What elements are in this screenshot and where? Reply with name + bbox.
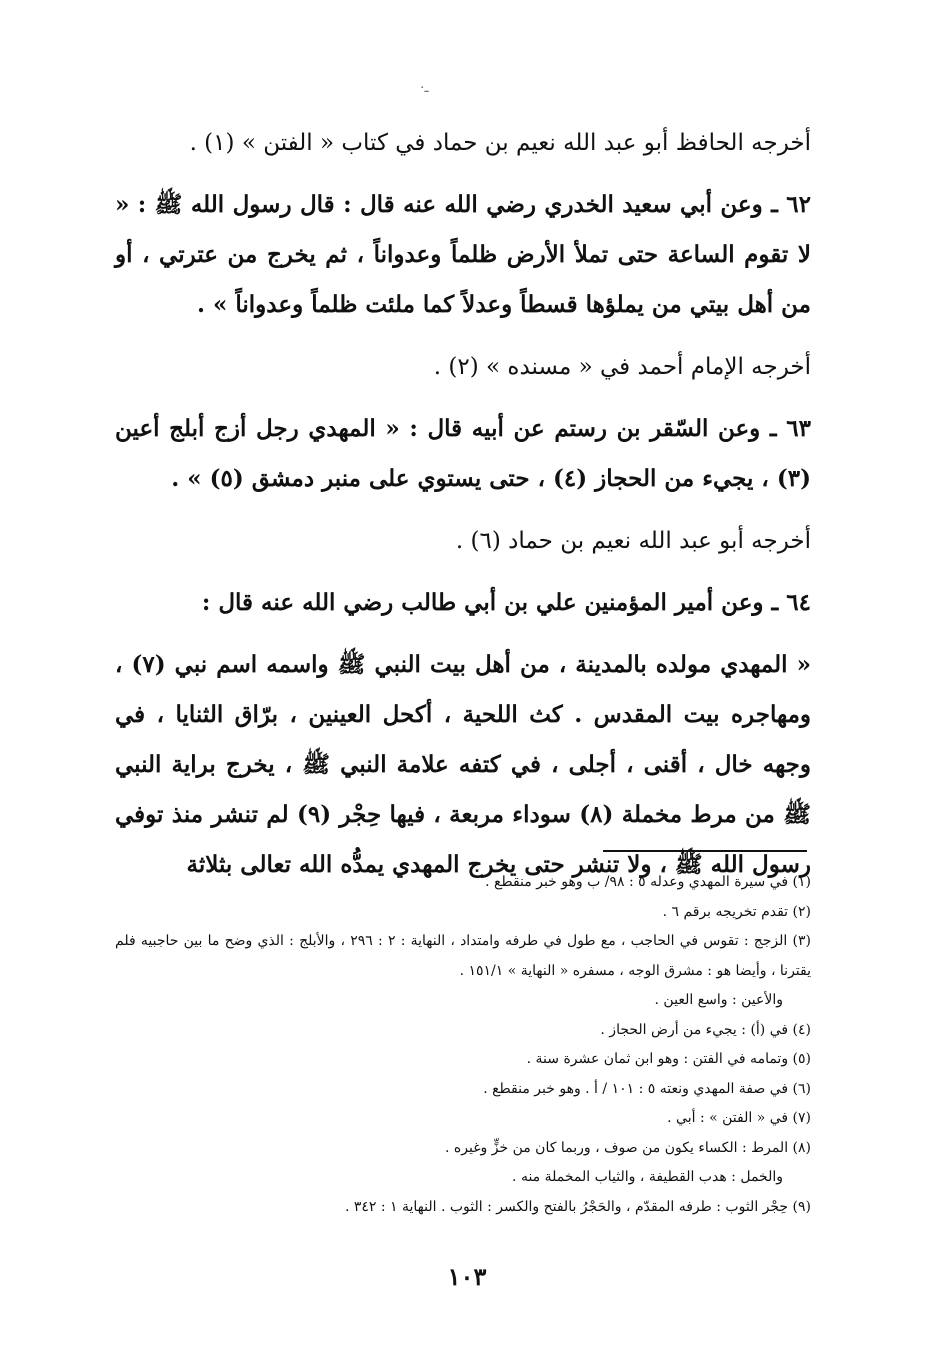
- footnote: (٧) في « الفتن » : أبي .: [667, 1110, 811, 1126]
- footnote: (٦) في صفة المهدي ونعته ٥ : ١٠١ / أ . وهو خبر منقطع .: [483, 1080, 811, 1097]
- paragraph: أخرجه الإمام أحمد في « مسنده » (٢) .: [433, 354, 811, 380]
- footnote: (٢) تقدم تخريجه برقم ٦ .: [662, 903, 811, 920]
- footnote: (١) في سيرة المهدي وعدله ٥ : ٩٨/ ب وهو خبر منقطع .: [485, 874, 811, 890]
- paragraph: أخرجه أبو عبد الله نعيم بن حماد (٦) .: [455, 528, 811, 554]
- footnote-separator: [603, 850, 807, 852]
- hadith-64-text: « المهدي مولده بالمدينة ، من أهل بيت النبي ﷺ واسمه اسم نبي (٧) ، ومهاجره بيت المقدس . كث اللحية ، أكحل العينين ، برّاق الثنايا ، في وجهه خال ، أقنى ، أجلى ، في كتفه علامة النبي ﷺ ، يخرج براية النبي ﷺ من مرط مخملة (٨) سوداء مربعة ، فيها حِجْر (٩) لم تنشر منذ توفي رسول الله ﷺ ، ولا تنشر حتى يخرج المهدي يمدُّه الله تعالى بثلاثة: [115, 651, 811, 878]
- footnote: (٩) حِجْر الثوب : طرفه المقدّم ، والحَجْرُ بالفتح والكسر : الثوب . النهاية ١ : ٣٤٢ .: [344, 1198, 811, 1215]
- hadith-63: ٦٣ ـ وعن السّقر بن رستم عن أبيه قال : « المهدي رجل أزج أبلج أعين (٣) ، يجيء من الحجاز (٤) ، حتى يستوي على منبر دمشق (٥) » .: [115, 415, 811, 492]
- scan-mark: ·ـ: [420, 80, 429, 96]
- footnote: (٥) وتمامه في الفتن : وهو ابن ثمان عشرة سنة .: [526, 1051, 811, 1067]
- main-text: [115, 118, 811, 902]
- footnote: (٣) الزجج : تقوس في الحاجب ، مع طول في طرفه وامتداد ، النهاية : ٢ : ٢٩٦ ، والأبلج : الذي وضح ما بين حاجبيه فلم يقترنا ، وأيضا هو : مشرق الوجه ، مسفره « النهاية » ١٥١/١ .: [115, 933, 811, 979]
- footnote-continuation: والأعين : واسع العين .: [654, 992, 783, 1008]
- footnote: (٤) في (أ) : يجيء من أرض الحجاز .: [600, 1021, 811, 1038]
- hadith-62: ٦٢ ـ وعن أبي سعيد الخدري رضي الله عنه قال : قال رسول الله ﷺ : « لا تقوم الساعة حتى تملأ الأرض ظلماً وعدواناً ، ثم يخرج من عترتي ، أو من أهل بيتي من يملؤها قسطاً وعدلاً كما ملئت ظلماً وعدواناً » .: [115, 191, 811, 318]
- paragraph: أخرجه الحافظ أبو عبد الله نعيم بن حماد في كتاب « الفتن » (١) .: [189, 130, 811, 156]
- hadith-64-intro: ٦٤ ـ وعن أمير المؤمنين علي بن أبي طالب رضي الله عنه قال :: [201, 589, 811, 616]
- footnote-continuation: والخمل : هدب القطيفة ، والثياب المخملة منه .: [512, 1169, 783, 1185]
- page-number: ١٠٣: [447, 1262, 487, 1291]
- footnotes: [115, 868, 811, 1222]
- footnote: (٨) المرط : الكساء يكون من صوف ، وربما كان من خزٍّ وغيره .: [445, 1139, 811, 1156]
